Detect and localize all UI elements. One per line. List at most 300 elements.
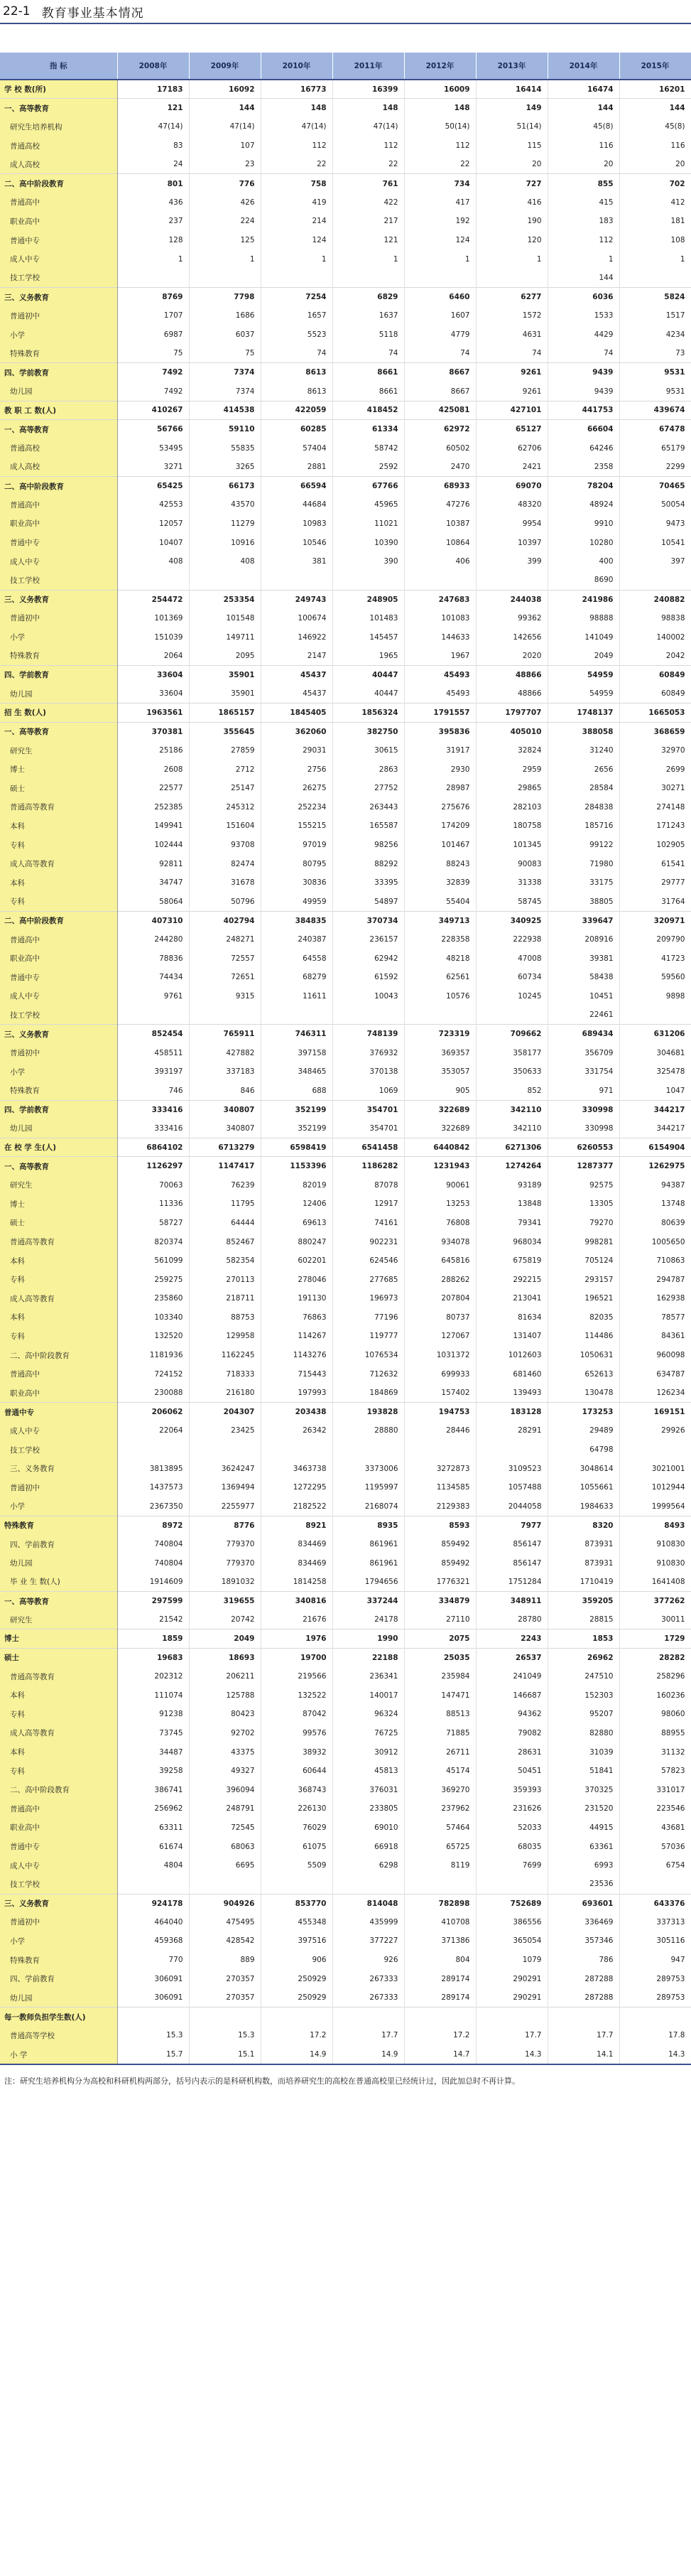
row-label: 幼儿园 (0, 382, 117, 402)
data-cell: 29777 (619, 873, 691, 893)
data-cell: 365054 (476, 1931, 548, 1951)
header-row (0, 53, 691, 80)
data-cell: 358177 (476, 1043, 548, 1062)
data-cell: 889 (189, 1951, 261, 1970)
table-row (0, 288, 691, 307)
data-cell: 652613 (548, 1364, 619, 1384)
data-cell: 47276 (404, 495, 476, 514)
table-row (0, 1214, 691, 1233)
data-cell: 77196 (332, 1308, 404, 1327)
table-row (0, 1969, 691, 1988)
data-cell: 1657 (261, 306, 332, 325)
table-row (0, 1913, 691, 1932)
data-cell: 103340 (117, 1308, 189, 1327)
data-cell: 28631 (476, 1742, 548, 1762)
data-cell: 233805 (332, 1799, 404, 1818)
data-cell: 252385 (117, 798, 189, 817)
data-cell: 22064 (117, 1421, 189, 1440)
data-cell: 43681 (619, 1818, 691, 1838)
data-cell: 203438 (261, 1403, 332, 1422)
row-label: 普通初中 (0, 1043, 117, 1062)
data-cell: 804 (404, 1951, 476, 1970)
data-cell: 856147 (476, 1535, 548, 1554)
data-cell: 342110 (476, 1119, 548, 1138)
data-cell: 78204 (548, 476, 619, 495)
row-label: 教 职 工 数(人) (0, 401, 117, 420)
data-cell: 92811 (117, 854, 189, 873)
row-label: 研究生 (0, 741, 117, 760)
data-cell: 64444 (189, 1214, 261, 1233)
data-cell: 3463738 (261, 1459, 332, 1478)
data-cell: 1057488 (476, 1478, 548, 1497)
table-row (0, 1100, 691, 1119)
data-cell: 88513 (404, 1705, 476, 1724)
table-row (0, 665, 691, 684)
data-cell: 70063 (117, 1175, 189, 1195)
data-cell: 801 (117, 174, 189, 193)
data-cell: 388058 (548, 722, 619, 741)
row-label: 本科 (0, 1251, 117, 1271)
data-cell (332, 1875, 404, 1894)
data-cell: 297599 (117, 1592, 189, 1611)
row-label: 特殊教育 (0, 647, 117, 666)
table-row (0, 704, 691, 723)
data-cell: 15.3 (117, 2026, 189, 2045)
data-cell: 8690 (548, 571, 619, 590)
education-table (0, 53, 691, 2064)
data-cell: 73 (619, 344, 691, 363)
table-row (0, 1459, 691, 1478)
data-cell: 859492 (404, 1553, 476, 1573)
data-cell: 425081 (404, 401, 476, 420)
data-cell: 58742 (332, 438, 404, 458)
data-cell: 699933 (404, 1364, 476, 1384)
data-cell: 340807 (189, 1100, 261, 1119)
data-cell: 2656 (548, 760, 619, 779)
data-cell: 165587 (332, 817, 404, 836)
data-cell: 69010 (332, 1818, 404, 1838)
data-cell: 934078 (404, 1232, 476, 1251)
row-label: 普通初中 (0, 609, 117, 628)
table-row (0, 1667, 691, 1686)
row-label: 普通高中 (0, 495, 117, 514)
table-row (0, 1138, 691, 1157)
data-cell: 42553 (117, 495, 189, 514)
row-label: 幼儿园 (0, 1553, 117, 1573)
data-cell: 26342 (261, 1421, 332, 1440)
data-cell: 814048 (332, 1894, 404, 1913)
data-cell: 1990 (332, 1629, 404, 1649)
data-cell: 38932 (261, 1742, 332, 1762)
data-cell: 294787 (619, 1270, 691, 1289)
data-cell: 45813 (332, 1762, 404, 1781)
data-cell: 353057 (404, 1062, 476, 1082)
data-cell: 422 (332, 193, 404, 212)
data-cell: 10451 (548, 987, 619, 1006)
data-cell: 368743 (261, 1780, 332, 1799)
data-cell: 26962 (548, 1648, 619, 1667)
table-row (0, 1270, 691, 1289)
footnote: 注：研究生培养机构分为高校和科研机构两部分，括号内表示的是科研机构数，而培养研究生的高校在普通高校里已经统计过，因此加总时不再计算。 (4, 2076, 520, 2086)
data-cell: 2470 (404, 458, 476, 477)
data-cell: 197993 (261, 1384, 332, 1403)
data-cell: 44684 (261, 495, 332, 514)
data-cell: 22461 (548, 1006, 619, 1025)
data-cell (332, 269, 404, 288)
data-cell: 270113 (189, 1270, 261, 1289)
data-cell: 82474 (189, 854, 261, 873)
data-cell: 7492 (117, 363, 189, 382)
data-cell: 30615 (332, 741, 404, 760)
data-cell: 8661 (332, 363, 404, 382)
data-cell (117, 2008, 189, 2027)
data-cell: 350633 (476, 1062, 548, 1082)
data-cell: 702 (619, 174, 691, 193)
data-cell: 248271 (189, 930, 261, 949)
data-cell: 25035 (404, 1648, 476, 1667)
data-cell: 41723 (619, 949, 691, 968)
row-label: 四、学前教育 (0, 1100, 117, 1119)
data-cell: 23425 (189, 1421, 261, 1440)
data-cell: 23536 (548, 1875, 619, 1894)
data-cell: 331017 (619, 1780, 691, 1799)
data-cell: 92575 (548, 1175, 619, 1195)
data-cell: 30912 (332, 1742, 404, 1762)
data-cell: 99122 (548, 836, 619, 855)
data-cell: 24178 (332, 1610, 404, 1629)
table-row (0, 1195, 691, 1214)
table-row (0, 495, 691, 514)
data-cell: 384835 (261, 911, 332, 930)
data-cell: 906 (261, 1951, 332, 1970)
data-cell: 101369 (117, 609, 189, 628)
data-cell: 226130 (261, 1799, 332, 1818)
row-label: 专科 (0, 1762, 117, 1781)
data-cell: 6260553 (548, 1138, 619, 1157)
data-cell: 1005650 (619, 1232, 691, 1251)
data-cell: 428542 (189, 1931, 261, 1951)
table-row (0, 1818, 691, 1838)
data-cell: 1 (117, 249, 189, 269)
data-cell: 54959 (548, 665, 619, 684)
data-cell: 4804 (117, 1856, 189, 1875)
data-cell: 26275 (261, 779, 332, 798)
data-cell: 402794 (189, 911, 261, 930)
data-cell: 1914609 (117, 1573, 189, 1592)
table-row (0, 1742, 691, 1762)
data-cell: 13305 (548, 1195, 619, 1214)
data-cell: 155215 (261, 817, 332, 836)
row-label: 一、高等教育 (0, 1157, 117, 1176)
data-cell: 1797707 (476, 704, 548, 723)
data-cell: 34747 (117, 873, 189, 893)
data-cell: 74 (476, 344, 548, 363)
data-cell: 102444 (117, 836, 189, 855)
data-cell: 58064 (117, 893, 189, 912)
data-cell: 206062 (117, 1403, 189, 1422)
row-label: 毕 业 生 数(人) (0, 1573, 117, 1592)
table-row (0, 1025, 691, 1044)
data-cell: 24 (117, 155, 189, 174)
data-cell: 561099 (117, 1251, 189, 1271)
data-cell: 48924 (548, 495, 619, 514)
data-cell: 235860 (117, 1289, 189, 1308)
data-cell: 67766 (332, 476, 404, 495)
data-cell: 339647 (548, 911, 619, 930)
table-row (0, 760, 691, 779)
data-cell: 61592 (332, 968, 404, 987)
table-row (0, 80, 691, 99)
data-cell: 142656 (476, 627, 548, 647)
data-cell: 356709 (548, 1043, 619, 1062)
data-cell: 16092 (189, 80, 261, 99)
data-cell: 146687 (476, 1686, 548, 1705)
data-cell: 68933 (404, 476, 476, 495)
table-row (0, 873, 691, 893)
data-cell: 2182522 (261, 1497, 332, 1516)
data-cell: 34487 (117, 1742, 189, 1762)
row-label: 幼儿园 (0, 1988, 117, 2008)
data-cell: 183128 (476, 1403, 548, 1422)
table-row (0, 1043, 691, 1062)
data-cell: 688 (261, 1081, 332, 1100)
row-label: 职业高中 (0, 949, 117, 968)
table-row (0, 514, 691, 534)
data-cell: 407310 (117, 911, 189, 930)
table-row (0, 1384, 691, 1403)
data-cell: 40447 (332, 684, 404, 704)
data-cell: 382750 (332, 722, 404, 741)
data-cell: 14.9 (261, 2045, 332, 2064)
data-cell: 202312 (117, 1667, 189, 1686)
data-cell: 727 (476, 174, 548, 193)
data-cell: 1047 (619, 1081, 691, 1100)
data-cell: 82880 (548, 1724, 619, 1743)
table-row (0, 99, 691, 118)
data-cell: 209790 (619, 930, 691, 949)
data-cell: 64558 (261, 949, 332, 968)
data-cell: 761 (332, 174, 404, 193)
data-cell: 681460 (476, 1364, 548, 1384)
data-cell: 2020 (476, 647, 548, 666)
row-label: 普通中专 (0, 1403, 117, 1422)
data-cell: 244038 (476, 590, 548, 609)
data-cell: 400 (548, 552, 619, 571)
data-cell: 222938 (476, 930, 548, 949)
data-cell: 852454 (117, 1025, 189, 1044)
data-cell: 68063 (189, 1837, 261, 1856)
data-cell: 6037 (189, 325, 261, 345)
data-cell: 1729 (619, 1629, 691, 1649)
data-cell: 17.2 (404, 2026, 476, 2045)
data-cell: 820374 (117, 1232, 189, 1251)
data-cell: 926 (332, 1951, 404, 1970)
data-cell: 352199 (261, 1119, 332, 1138)
row-label: 普通中专 (0, 1837, 117, 1856)
data-cell: 130478 (548, 1384, 619, 1403)
data-cell: 17183 (117, 80, 189, 99)
data-cell: 231520 (548, 1799, 619, 1818)
data-cell: 274148 (619, 798, 691, 817)
data-cell: 51841 (548, 1762, 619, 1781)
row-label: 普通高中 (0, 1799, 117, 1818)
data-cell: 10387 (404, 514, 476, 534)
data-cell: 31338 (476, 873, 548, 893)
data-cell: 9261 (476, 382, 548, 402)
data-cell: 16009 (404, 80, 476, 99)
row-label: 博士 (0, 760, 117, 779)
data-cell (404, 1440, 476, 1460)
data-cell: 43375 (189, 1742, 261, 1762)
row-label: 职业高中 (0, 514, 117, 534)
row-label: 技工学校 (0, 1006, 117, 1025)
data-cell: 861961 (332, 1553, 404, 1573)
data-cell: 333416 (117, 1119, 189, 1138)
data-cell (261, 269, 332, 288)
data-cell: 1287377 (548, 1157, 619, 1176)
table-row (0, 1705, 691, 1724)
table-row (0, 363, 691, 382)
data-cell: 90083 (476, 854, 548, 873)
data-cell: 57464 (404, 1818, 476, 1838)
data-cell: 248791 (189, 1799, 261, 1818)
data-cell: 51(14) (476, 117, 548, 136)
data-cell: 62706 (476, 438, 548, 458)
row-label: 每一教师负担学生数(人) (0, 2008, 117, 2027)
table-row (0, 1894, 691, 1913)
header-year: 2010年 (261, 53, 332, 80)
data-cell: 196973 (332, 1289, 404, 1308)
row-label: 普通初中 (0, 1913, 117, 1932)
data-cell: 9473 (619, 514, 691, 534)
row-label: 招 生 数(人) (0, 704, 117, 723)
data-cell: 337313 (619, 1913, 691, 1932)
row-label: 博士 (0, 1195, 117, 1214)
table-row (0, 1516, 691, 1535)
data-cell: 834469 (261, 1535, 332, 1554)
data-cell: 58727 (117, 1214, 189, 1233)
data-cell: 54959 (548, 684, 619, 704)
data-cell: 17.7 (332, 2026, 404, 2045)
data-cell: 191130 (261, 1289, 332, 1308)
data-cell: 148 (404, 99, 476, 118)
data-cell: 28446 (404, 1421, 476, 1440)
data-cell: 28282 (619, 1648, 691, 1667)
data-cell: 416 (476, 193, 548, 212)
table-row (0, 269, 691, 288)
data-cell: 10546 (261, 533, 332, 552)
data-cell: 27752 (332, 779, 404, 798)
row-label: 本科 (0, 1686, 117, 1705)
data-cell: 69613 (261, 1214, 332, 1233)
data-cell: 237962 (404, 1799, 476, 1818)
table-row (0, 1762, 691, 1781)
data-cell: 406 (404, 552, 476, 571)
data-cell: 240387 (261, 930, 332, 949)
data-cell: 231626 (476, 1799, 548, 1818)
table-row (0, 854, 691, 873)
row-label: 成人高等教育 (0, 854, 117, 873)
data-cell (261, 1440, 332, 1460)
data-cell: 39258 (117, 1762, 189, 1781)
data-cell: 3813895 (117, 1459, 189, 1478)
data-cell: 66594 (261, 476, 332, 495)
data-cell: 1162245 (189, 1346, 261, 1365)
data-cell: 3373006 (332, 1459, 404, 1478)
row-label: 成人高等教育 (0, 1724, 117, 1743)
data-cell: 248905 (332, 590, 404, 609)
data-cell: 2075 (404, 1629, 476, 1649)
data-cell: 112 (548, 231, 619, 250)
row-label: 小学 (0, 1062, 117, 1082)
data-cell: 112 (261, 136, 332, 156)
row-label: 四、学前教育 (0, 1969, 117, 1988)
row-label: 三、义务教育 (0, 590, 117, 609)
data-cell: 71980 (548, 854, 619, 873)
data-cell: 125788 (189, 1686, 261, 1705)
table-number: 22-1 (3, 4, 31, 18)
data-cell: 1 (476, 249, 548, 269)
data-cell: 35901 (189, 684, 261, 704)
data-cell: 61541 (619, 854, 691, 873)
data-cell: 14.1 (548, 2045, 619, 2064)
data-cell: 62972 (404, 420, 476, 439)
data-cell: 65127 (476, 420, 548, 439)
data-cell: 277685 (332, 1270, 404, 1289)
data-cell: 132520 (117, 1327, 189, 1346)
table-row (0, 306, 691, 325)
data-cell: 455348 (261, 1913, 332, 1932)
data-cell: 1 (619, 249, 691, 269)
table-row (0, 401, 691, 420)
data-cell: 293157 (548, 1270, 619, 1289)
data-cell: 75 (117, 344, 189, 363)
row-label: 本科 (0, 1742, 117, 1762)
data-cell: 114486 (548, 1327, 619, 1346)
data-cell: 6541458 (332, 1138, 404, 1157)
row-label: 普通高等教育 (0, 1667, 117, 1686)
data-cell: 55404 (404, 893, 476, 912)
data-cell: 39381 (548, 949, 619, 968)
data-cell: 6460 (404, 288, 476, 307)
data-cell: 8661 (332, 382, 404, 402)
data-cell: 9910 (548, 514, 619, 534)
data-cell: 100674 (261, 609, 332, 628)
data-cell (189, 1875, 261, 1894)
data-cell: 27110 (404, 1610, 476, 1629)
data-cell: 45493 (404, 665, 476, 684)
data-cell (476, 1440, 548, 1460)
data-cell: 15.1 (189, 2045, 261, 2064)
data-cell: 108 (619, 231, 691, 250)
row-label: 成人高等教育 (0, 1289, 117, 1308)
data-cell: 371386 (404, 1931, 476, 1951)
data-cell: 38805 (548, 893, 619, 912)
data-cell: 582354 (189, 1251, 261, 1271)
data-cell: 1999564 (619, 1497, 691, 1516)
data-cell: 173253 (548, 1403, 619, 1422)
data-cell (404, 269, 476, 288)
data-cell: 4779 (404, 325, 476, 345)
data-cell: 643376 (619, 1894, 691, 1913)
data-cell: 393197 (117, 1062, 189, 1082)
data-cell: 80639 (619, 1214, 691, 1233)
data-cell: 8493 (619, 1516, 691, 1535)
row-label: 小学 (0, 325, 117, 345)
data-cell: 289174 (404, 1988, 476, 2008)
data-cell: 17.2 (261, 2026, 332, 2045)
data-cell: 381 (261, 552, 332, 571)
